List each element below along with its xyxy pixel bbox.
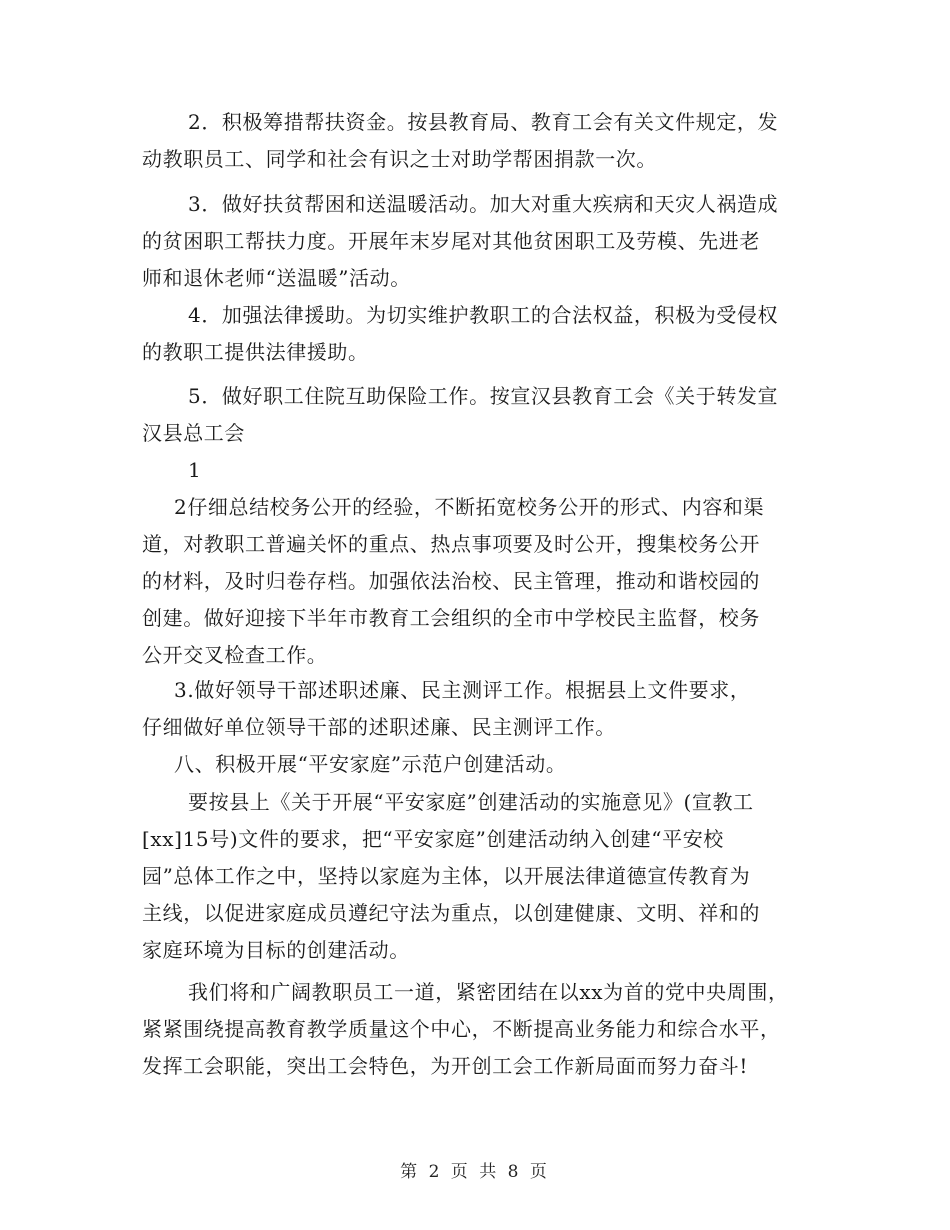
text-line: 动教职员工、同学和社会有识之士对助学帮困捐款一次。 [142,147,657,171]
text-line: 要按县上《关于开展“平安家庭”创建活动的实施意见》(宣教工 [188,790,754,814]
text-line: 的教职工提供法律援助。 [142,340,369,364]
text-line: 5．做好职工住院互助保险工作。按宣汉县教育工会《关于转发宣 [188,384,779,408]
text-line: 3.做好领导干部述职述廉、民主测评工作。根据县上文件要求， [174,678,751,702]
text-line: 汉县总工会 [142,421,245,445]
text-line: 4．加强法律援助。为切实维护教职工的合法权益，积极为受侵权 [188,303,779,327]
text-line: 3．做好扶贫帮困和送温暖活动。加大对重大疾病和天灾人祸造成 [188,192,779,216]
text-line: 1 [188,458,202,482]
text-line: 师和退休老师“送温暖”活动。 [142,266,411,290]
text-line: 园”总体工作之中，坚持以家庭为主体，以开展法律道德宣传教育为 [142,864,751,888]
text-line: 的材料，及时归卷存档。加强依法治校、民主管理，推动和谐校园的 [142,569,760,593]
text-line: [xx]15号)文件的要求，把“平安家庭”创建活动纳入创建“平安校 [142,827,724,851]
text-line: 发挥工会职能，突出工会特色，为开创工会工作新局面而努力奋斗! [142,1054,749,1078]
page-number: 第 2 页 共 8 页 [400,1162,550,1182]
text-line: 仔细做好单位领导干部的述职述廉、民主测评工作。 [142,715,616,739]
text-line: 的贫困职工帮扶力度。开展年末岁尾对其他贫困职工及劳模、先进老 [142,229,760,253]
text-line: 紧紧围绕提高教育教学质量这个中心，不断提高业务能力和综合水平， [142,1017,781,1041]
text-line: 2．积极筹措帮扶资金。按县教育局、教育工会有关文件规定，发 [188,110,779,134]
text-line: 八、积极开展“平安家庭”示范户创建活动。 [174,752,567,776]
text-line: 我们将和广阔教职员工一道，紧密团结在以xx为首的党中央周围， [188,980,789,1004]
text-line: 主线，以促进家庭成员遵纪守法为重点，以创建健康、文明、祥和的 [142,901,760,925]
text-line: 创建。做好迎接下半年市教育工会组织的全市中学校民主监督，校务 [142,606,760,630]
text-line: 公开交叉检查工作。 [142,643,328,667]
text-line: 道，对教职工普遍关怀的重点、热点事项要及时公开，搜集校务公开 [142,532,760,556]
text-line: 家庭环境为目标的创建活动。 [142,938,410,962]
text-line: 2仔细总结校务公开的经验，不断拓宽校务公开的形式、内容和渠 [174,495,765,519]
